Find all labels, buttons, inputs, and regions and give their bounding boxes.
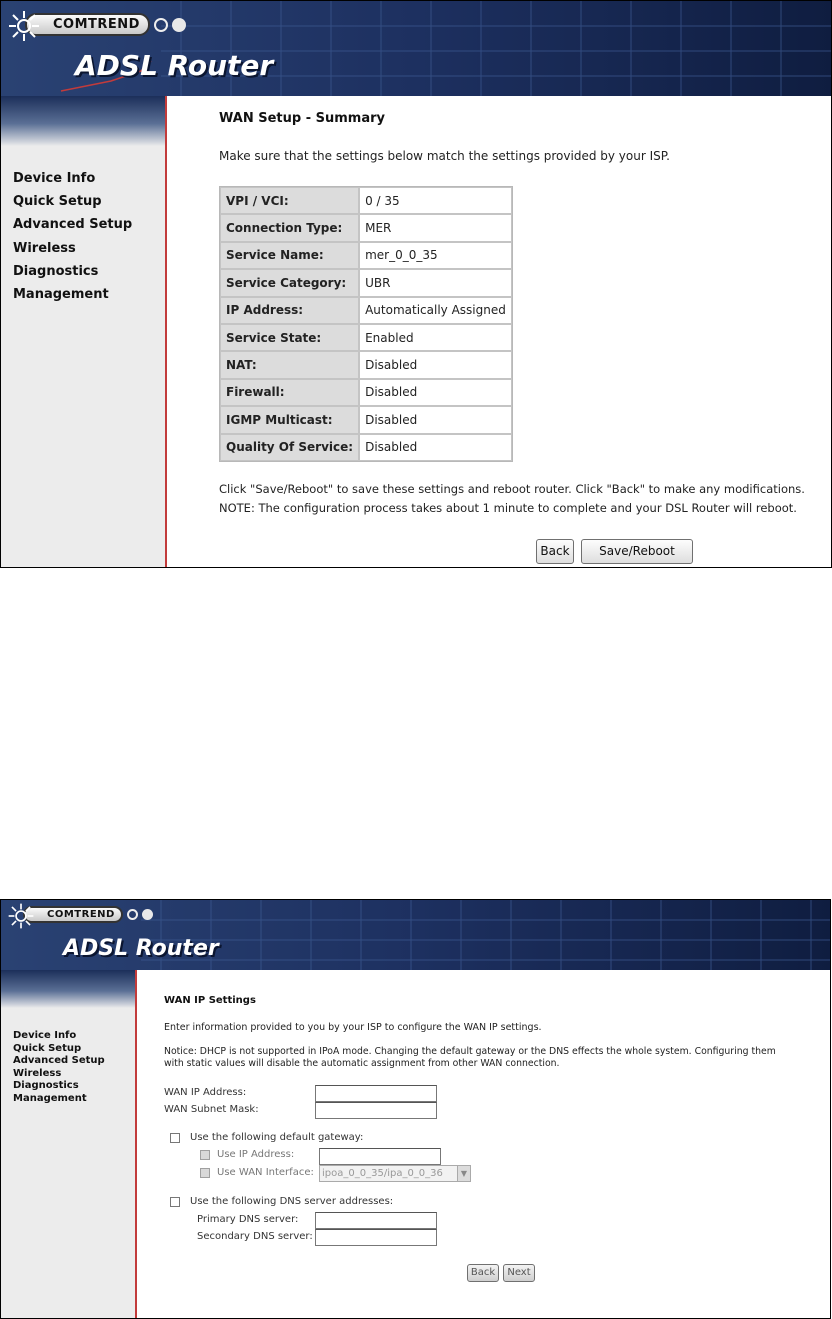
- back-button[interactable]: Back: [536, 539, 574, 564]
- table-row: [220, 406, 512, 433]
- row-label: IP Address:: [220, 297, 359, 324]
- sidebar-item-management[interactable]: Management: [13, 286, 109, 302]
- row-value: mer_0_0_35: [359, 242, 512, 269]
- product-title: ADSL Router: [75, 49, 274, 82]
- chevron-down-icon: ▼: [457, 1166, 470, 1181]
- primary-dns-input[interactable]: [315, 1212, 437, 1229]
- row-value: UBR: [359, 269, 512, 296]
- company-name: COMTREND: [25, 13, 150, 36]
- sidebar-art: [1, 970, 135, 1008]
- table-row: [220, 297, 512, 324]
- sidebar-item-wireless[interactable]: Wireless: [13, 1067, 62, 1079]
- row-label: Service Category:: [220, 269, 359, 296]
- row-label: VPI / VCI:: [220, 187, 359, 214]
- notice-line-1: Notice: DHCP is not supported in IPoA mode. Changing the default gateway or the DNS effects the whole system. Configuring them: [164, 1046, 776, 1057]
- intro-text: Enter information provided to you by your ISP to configure the WAN IP settings.: [164, 1022, 542, 1033]
- back-button[interactable]: Back: [467, 1264, 499, 1282]
- summary-screenshot: [0, 0, 832, 568]
- row-value: 0 / 35: [359, 187, 512, 214]
- default-gateway-checkbox[interactable]: [170, 1133, 180, 1143]
- company-logo: [7, 906, 153, 923]
- logo-ring-icon: [154, 18, 168, 32]
- sidebar-nav: [13, 1030, 105, 1105]
- table-row: [220, 269, 512, 296]
- sidebar-item-device-info[interactable]: Device Info: [13, 171, 96, 186]
- company-logo: [7, 13, 186, 36]
- sidebar-item-diagnostics[interactable]: Diagnostics: [13, 263, 99, 279]
- sidebar-item-advanced-setup[interactable]: Advanced Setup: [13, 217, 133, 233]
- wan-mask-input[interactable]: [315, 1102, 437, 1119]
- row-label: NAT:: [220, 351, 359, 378]
- sidebar-item-quick-setup[interactable]: Quick Setup: [13, 194, 102, 210]
- sunburst-logo-icon: [7, 9, 41, 43]
- sunburst-logo-icon: [7, 902, 35, 930]
- secondary-dns-label: Secondary DNS server:: [197, 1231, 313, 1242]
- row-value: Automatically Assigned: [359, 297, 512, 324]
- wan-ip-input[interactable]: [315, 1085, 437, 1102]
- use-wan-interface-checkbox[interactable]: [200, 1168, 210, 1178]
- row-label: Firewall:: [220, 379, 359, 406]
- sidebar-item-advanced-setup[interactable]: Advanced Setup: [13, 1055, 105, 1066]
- row-value: Disabled: [359, 351, 512, 378]
- reboot-note: NOTE: The configuration process takes about 1 minute to complete and your DSL Router will reboot.: [219, 501, 797, 515]
- default-gateway-label: Use the following default gateway:: [190, 1132, 364, 1143]
- row-value: Disabled: [359, 434, 512, 461]
- dns-label: Use the following DNS server addresses:: [190, 1196, 394, 1207]
- sidebar: [1, 970, 137, 1318]
- sidebar-item-wireless[interactable]: Wireless: [13, 240, 76, 256]
- table-row: [220, 324, 512, 351]
- page-title: WAN IP Settings: [164, 995, 256, 1006]
- main-content: [167, 1, 831, 567]
- row-value: MER: [359, 214, 512, 241]
- table-row: [220, 351, 512, 378]
- table-row: [220, 242, 512, 269]
- row-label: Quality Of Service:: [220, 434, 359, 461]
- table-row: [220, 434, 512, 461]
- row-label: Service State:: [220, 324, 359, 351]
- save-note: Click "Save/Reboot" to save these settings and reboot router. Click "Back" to make any modifications.: [219, 482, 805, 496]
- use-ip-checkbox[interactable]: [200, 1150, 210, 1160]
- sidebar-item-diagnostics[interactable]: Diagnostics: [13, 1080, 79, 1091]
- secondary-dns-input[interactable]: [315, 1229, 437, 1246]
- sidebar-item-device-info[interactable]: Device Info: [13, 1030, 77, 1041]
- wan-ip-label: WAN IP Address:: [164, 1087, 247, 1098]
- row-value: Enabled: [359, 324, 512, 351]
- sidebar-item-quick-setup[interactable]: Quick Setup: [13, 1042, 82, 1054]
- summary-table: [219, 186, 513, 462]
- primary-dns-label: Primary DNS server:: [197, 1214, 299, 1225]
- use-wan-interface-label: Use WAN Interface:: [217, 1167, 314, 1178]
- gateway-ip-input[interactable]: [319, 1148, 441, 1165]
- table-row: [220, 379, 512, 406]
- wan-mask-label: WAN Subnet Mask:: [164, 1104, 259, 1115]
- product-title: ADSL Router: [63, 936, 219, 961]
- notice-line-2: with static values will disable the automatic assignment from other WAN connection.: [164, 1058, 560, 1069]
- sidebar-nav: [13, 167, 132, 306]
- row-value: Disabled: [359, 406, 512, 433]
- wan-interface-select[interactable]: [319, 1165, 471, 1182]
- row-label: Service Name:: [220, 242, 359, 269]
- dns-checkbox[interactable]: [170, 1197, 180, 1207]
- sidebar-art: [1, 96, 165, 146]
- use-ip-label: Use IP Address:: [217, 1149, 295, 1160]
- main-content: [137, 900, 830, 1318]
- table-row: [220, 214, 512, 241]
- intro-text: Make sure that the settings below match the settings provided by your ISP.: [219, 149, 670, 163]
- save-reboot-button[interactable]: Save/Reboot: [581, 539, 693, 564]
- sidebar: [1, 96, 167, 567]
- ip-settings-screenshot: [0, 899, 831, 1319]
- next-button[interactable]: Next: [503, 1264, 535, 1282]
- row-label: IGMP Multicast:: [220, 406, 359, 433]
- table-row: [220, 187, 512, 214]
- row-value: Disabled: [359, 379, 512, 406]
- wan-interface-value: ipoa_0_0_35/ipa_0_0_36: [322, 1168, 443, 1179]
- row-label: Connection Type:: [220, 214, 359, 241]
- page-title: WAN Setup - Summary: [219, 111, 385, 126]
- sidebar-item-management[interactable]: Management: [13, 1092, 87, 1104]
- company-name: COMTREND: [23, 906, 123, 923]
